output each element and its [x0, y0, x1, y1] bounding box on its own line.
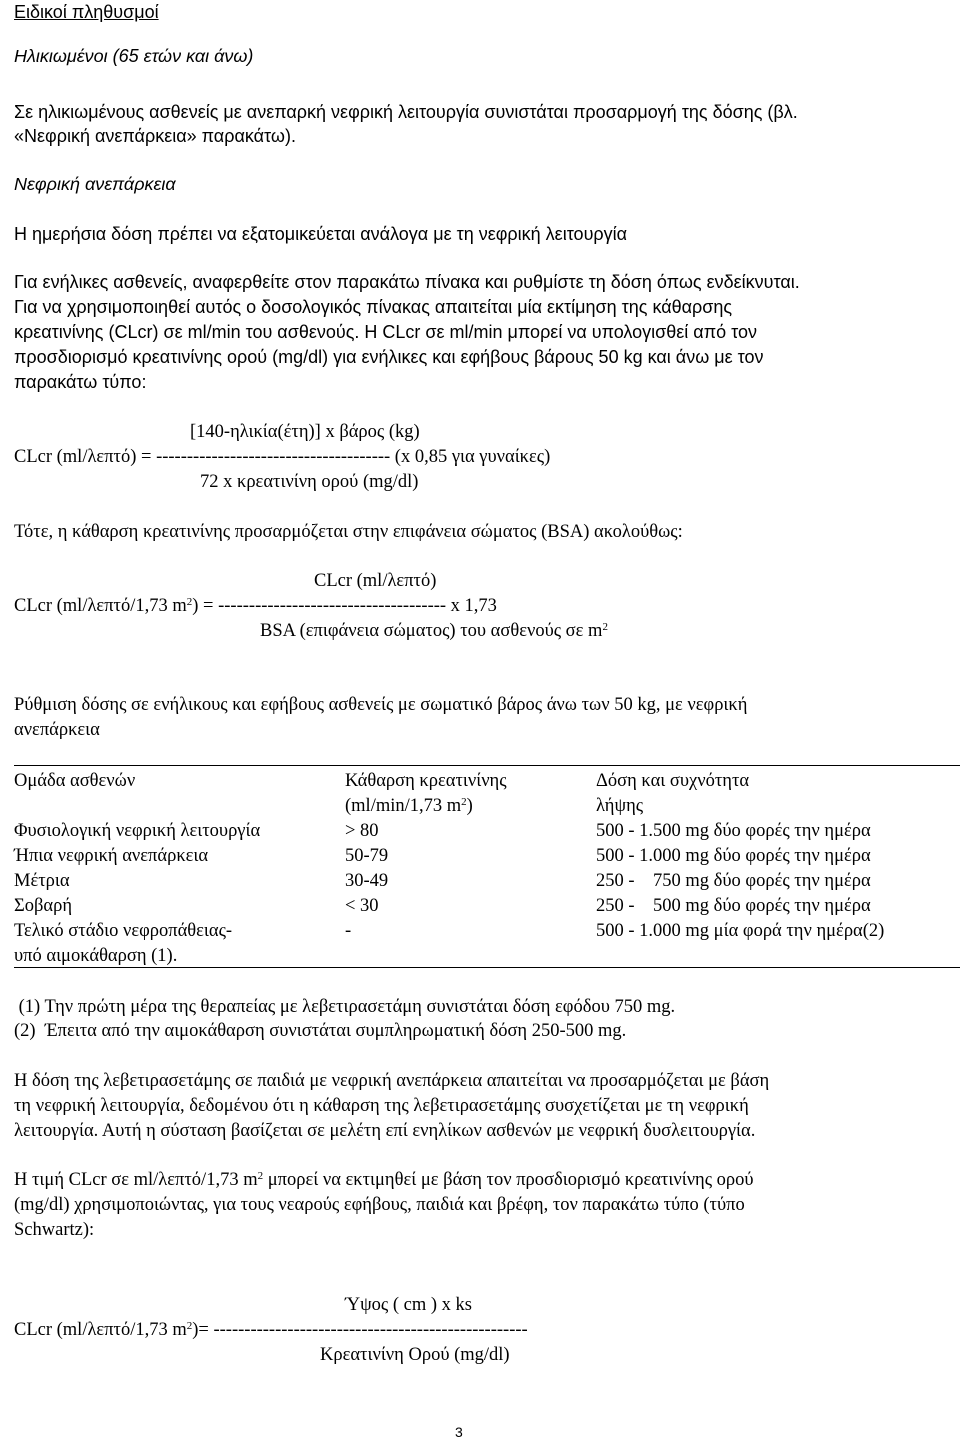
table-cell-clearance: > 80	[345, 821, 379, 841]
table-header-clearance: Κάθαρση κρεατινίνης	[345, 771, 507, 791]
table-cell-group: Φυσιολογική νεφρική λειτουργία	[14, 821, 261, 841]
schwartz-text-line-2: (mg/dl) χρησιμοποιώντας, για τους νεαρούς εφήβους, παιδιά και βρέφη, τον παρακάτω τύπο (τύπο	[14, 1195, 745, 1215]
formula1-lhs: CLcr (ml/λεπτό) = -------------------------------------- (x 0,85 για γυναίκες)	[14, 447, 551, 467]
table-cell-dose: 500 - 1.500 mg δύο φορές την ημέρα	[596, 821, 871, 841]
table-cell-dose: 500 - 1.000 mg μία φορά την ημέρα(2)	[596, 921, 885, 941]
table-cell-clearance: < 30	[345, 896, 379, 916]
formula1-numerator: [140-ηλικία(έτη)] x βάρος (kg)	[190, 422, 420, 442]
formula2-numerator: CLcr (ml/λεπτό)	[314, 571, 437, 591]
table-cell-clearance: 30-49	[345, 871, 389, 891]
renal-text: Η ημερήσια δόση πρέπει να εξατομικεύεται ανάλογα με τη νεφρική λειτουργία	[14, 224, 628, 244]
adults-text-line-5: παρακάτω τύπο:	[14, 372, 147, 392]
children-text-line-3: λειτουργία. Αυτή η σύσταση βασίζεται σε μελέτη επί ενηλίκων ασθενών με νεφρική δυσλειτουργία.	[14, 1121, 756, 1141]
adults-text-line-3: κρεατινίνης (CLcr) σε ml/min του ασθενούς. Η CLcr σε ml/min μπορεί να υπολογισθεί από τον	[14, 322, 758, 342]
bsa-text: Τότε, η κάθαρση κρεατινίνης προσαρμόζεται στην επιφάνεια σώματος (BSA) ακολούθως:	[14, 522, 683, 542]
schwartz-text-line-1: Η τιμή CLcr σε ml/λεπτό/1,73 $m^2$ μπορεί να εκτιμηθεί με βάση τον προσδιορισμό κρεατινίνης ορού	[14, 1170, 754, 1190]
table-top-rule	[14, 765, 960, 766]
formula3-numerator: Ύψος ( cm ) x ks	[345, 1295, 472, 1315]
renal-heading: Νεφρική ανεπάρκεια	[14, 174, 176, 194]
table-cell-dose: 250 - 750 mg δύο φορές την ημέρα	[596, 871, 871, 891]
table-cell-clearance: 50-79	[345, 846, 389, 866]
formula3-denominator: Κρεατινίνη Ορού (mg/dl)	[320, 1345, 510, 1365]
page-number: 3	[455, 1424, 463, 1440]
children-text-line-1: Η δόση της λεβετιρασετάμης σε παιδιά με νεφρική ανεπάρκεια απαιτείται να προσαρμόζεται με βάση	[14, 1071, 770, 1091]
table-cell-dose: 250 - 500 mg δύο φορές την ημέρα	[596, 896, 871, 916]
elderly-heading: Ηλικιωμένοι (65 ετών και άνω)	[14, 46, 254, 66]
table-cell-group: Τελικό στάδιο νεφροπάθειας-	[14, 921, 233, 941]
schwartz-text-line-3: Schwartz):	[14, 1220, 95, 1240]
dose-heading-line-1: Ρύθμιση δόσης σε ενήλικους και εφήβους ασθενείς με σωματικό βάρος άνω των 50 kg, με νεφρική	[14, 695, 748, 715]
table-bottom-rule	[14, 967, 960, 968]
table-header-group: Ομάδα ασθενών	[14, 771, 136, 791]
table-cell-group-line-2: υπό αιμοκάθαρση (1).	[14, 946, 178, 966]
table-cell-group: Σοβαρή	[14, 896, 73, 916]
formula2-denominator: BSA (επιφάνεια σώματος) του ασθενούς σε $m^2$	[260, 621, 608, 641]
dose-heading-line-2: ανεπάρκεια	[14, 720, 100, 740]
formula1-denominator: 72 x κρεατινίνη ορού (mg/dl)	[200, 472, 419, 492]
formula3-lhs: CLcr (ml/λεπτό/1,73 $m^2)=$ ---------------------------------------------------	[14, 1320, 528, 1340]
elderly-text-line-1: Σε ηλικιωμένους ασθενείς με ανεπαρκή νεφρική λειτουργία συνιστάται προσαρμογή της δόσης (βλ.	[14, 102, 798, 122]
footnote-2: (2) Έπειτα από την αιμοκάθαρση συνιστάται συμπληρωματική δόση 250-500 mg.	[14, 1021, 627, 1041]
adults-text-line-4: προσδιορισμό κρεατινίνης ορού (mg/dl) για ενήλικες και εφήβους βάρους 50 kg και άνω με τον	[14, 347, 764, 367]
table-header-dose: Δόση και συχνότητα	[596, 771, 750, 791]
adults-text-line-1: Για ενήλικες ασθενείς, αναφερθείτε στον παρακάτω πίνακα και ρυθμίστε τη δόση όπως ενδείκνυται.	[14, 272, 800, 292]
table-header-clearance-unit: (ml/min/1,73 $m^2$)	[345, 796, 473, 816]
children-text-line-2: τη νεφρική λειτουργία, δεδομένου ότι η κάθαρση της λεβετιρασετάμης συσχετίζεται με τη νεφρική	[14, 1096, 749, 1116]
table-cell-group: Μέτρια	[14, 871, 70, 891]
formula2-lhs: CLcr (ml/λεπτό/1,73 $m^2$) = ------------------------------------- x 1,73	[14, 596, 497, 616]
section-title: Ειδικοί πληθυσμοί	[14, 2, 159, 22]
table-cell-dose: 500 - 1.000 mg δύο φορές την ημέρα	[596, 846, 871, 866]
adults-text-line-2: Για να χρησιμοποιηθεί αυτός ο δοσολογικός πίνακας απαιτείται μία εκτίμηση της κάθαρσης	[14, 297, 733, 317]
elderly-text-line-2: «Νεφρική ανεπάρκεια» παρακάτω).	[14, 126, 296, 146]
table-header-dose-line-2: λήψης	[596, 796, 644, 816]
footnote-1: (1) Την πρώτη μέρα της θεραπείας με λεβετιρασετάμη συνιστάται δόση εφόδου 750 mg.	[14, 997, 676, 1017]
table-cell-clearance: -	[345, 921, 352, 941]
table-cell-group: Ήπια νεφρική ανεπάρκεια	[14, 846, 209, 866]
